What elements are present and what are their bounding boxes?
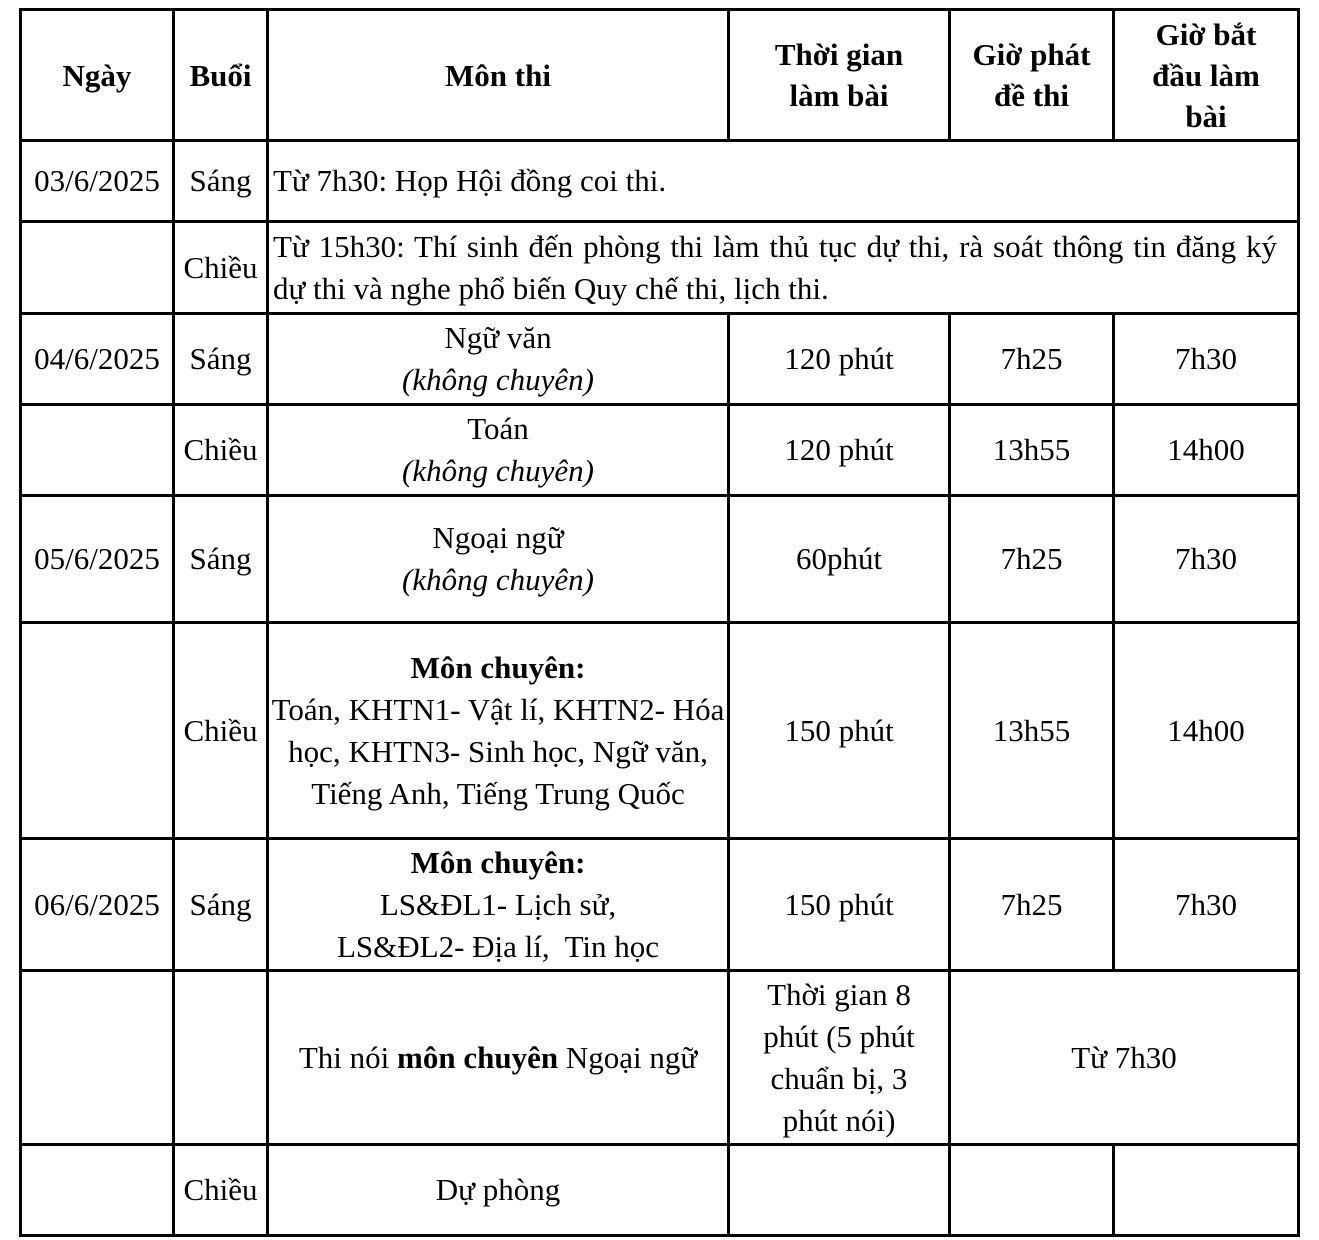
subject-cell [268,405,729,496]
duration-cell: 120 phút [729,314,950,405]
subject-prefix: Thi nói [298,1039,398,1075]
paper-time-cell: 13h55 [950,623,1114,839]
table-row [21,1145,1299,1236]
table-row [21,971,1299,1145]
duration-cell: 150 phút [729,623,950,839]
table-row [21,405,1299,496]
paper-time-cell: 13h55 [950,405,1114,496]
paper-time-cell [950,1145,1114,1236]
start-time-cell: 14h00 [1114,623,1299,839]
header-paper-time: Giờ phát đề thi [950,10,1114,141]
subject-cell [268,314,729,405]
paper-time-cell: 7h25 [950,496,1114,623]
subject-note: (không chuyên) [402,562,594,597]
note-cell: Từ 7h30: Họp Hội đồng coi thi. [268,141,1299,222]
table-row [21,314,1299,405]
table-row [21,623,1299,839]
note-cell: Từ 15h30: Thí sinh đến phòng thi làm thủ tục dự thi, rà soát thông tin đăng ký dự thi và nghe phổ biến Quy chế thi, lịch thi. [268,222,1299,314]
start-time-cell: 7h30 [1114,314,1299,405]
subject-name: Toán, KHTN1- Vật lí, KHTN2- Hóa học, KHTN3- Sinh học, Ngữ văn, Tiếng Anh, Tiếng Trung Quốc [271,691,725,811]
duration-cell: 120 phút [729,405,950,496]
date-cell: 05/6/2025 [21,496,174,623]
session-cell: Chiều [174,405,268,496]
subject-note: (không chuyên) [402,453,594,488]
duration-cell: 150 phút [729,839,950,971]
subject-cell: Dự phòng [268,1145,729,1236]
paper-time-cell: 7h25 [950,839,1114,971]
exam-schedule-table [19,8,1300,1237]
start-time-cell: 7h30 [1114,496,1299,623]
subject-cell [268,496,729,623]
table-row [21,839,1299,971]
table-row [21,141,1299,222]
session-cell: Sáng [174,839,268,971]
date-cell [21,971,174,1145]
table-row [21,496,1299,623]
subject-heading: Môn chuyên: [410,844,586,880]
subject-suffix: Ngoại ngữ [558,1039,698,1075]
subject-bold: môn chuyên [397,1039,559,1075]
date-cell: 04/6/2025 [21,314,174,405]
time-merged-cell: Từ 7h30 [950,971,1299,1145]
date-cell [21,623,174,839]
session-cell: Chiều [174,222,268,314]
header-session: Buổi [174,10,268,141]
start-time-cell [1114,1145,1299,1236]
header-start-time: Giờ bắt đầu làm bài [1114,10,1299,141]
start-time-cell: 7h30 [1114,839,1299,971]
session-cell [174,971,268,1145]
subject-line-2: LS&ĐL2- Địa lí, Tin học [336,928,660,964]
date-cell [21,1145,174,1236]
date-cell: 03/6/2025 [21,141,174,222]
session-cell: Sáng [174,496,268,623]
subject-name: Ngoại ngữ [432,520,564,555]
duration-cell [729,1145,950,1236]
session-cell: Chiều [174,623,268,839]
subject-cell [268,839,729,971]
header-subject: Môn thi [268,10,729,141]
session-cell: Chiều [174,1145,268,1236]
session-cell: Sáng [174,141,268,222]
start-time-cell: 14h00 [1114,405,1299,496]
session-cell: Sáng [174,314,268,405]
subject-note: (không chuyên) [402,362,594,397]
date-cell [21,222,174,314]
duration-cell: 60phút [729,496,950,623]
subject-line-1: LS&ĐL1- Lịch sử, [379,886,617,922]
subject-name: Toán [467,411,529,446]
header-row [21,10,1299,141]
header-duration: Thời gian làm bài [729,10,950,141]
header-date: Ngày [21,10,174,141]
subject-cell [268,971,729,1145]
subject-cell [268,623,729,839]
table-row [21,222,1299,314]
subject-name: Ngữ văn [444,320,552,355]
subject-heading: Môn chuyên: [410,649,586,685]
date-cell: 06/6/2025 [21,839,174,971]
duration-cell: Thời gian 8 phút (5 phút chuẩn bị, 3 phút nói) [729,971,950,1145]
date-cell [21,405,174,496]
paper-time-cell: 7h25 [950,314,1114,405]
